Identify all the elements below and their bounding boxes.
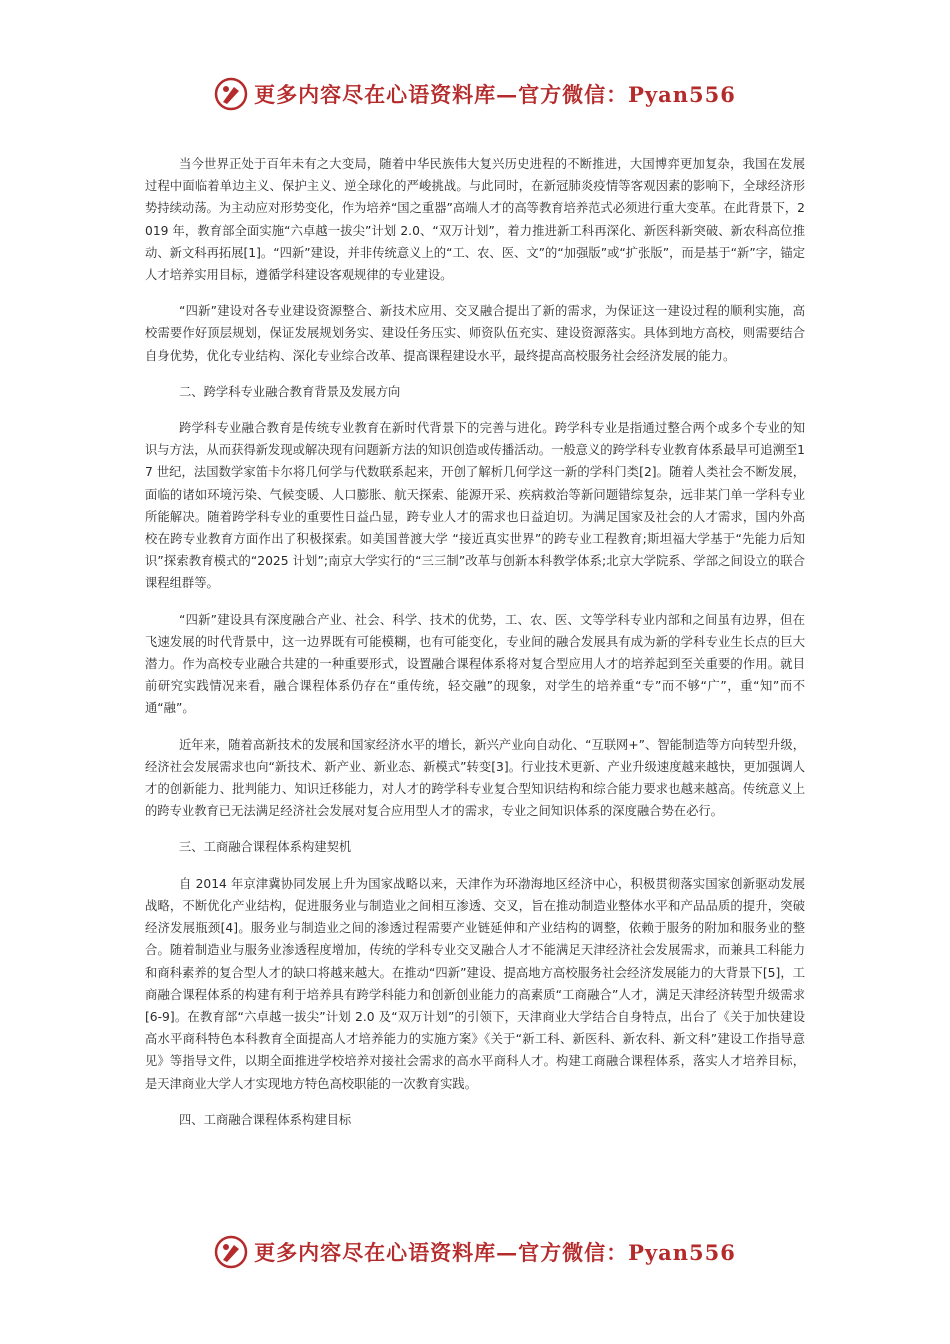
- document-body: [145, 153, 805, 1145]
- section-heading-4: 四、工商融合课程体系构建目标: [179, 1112, 352, 1127]
- banner-text: 更多内容尽在心语资料库—官方微信：Pyan556: [254, 82, 736, 107]
- paragraph-3: 跨学科专业融合教育是传统专业教育在新时代背景下的完善与进化。跨学科专业是指通过整合两个或多个专业的知识与方法，从而获得新发现或解决现有问题新方法的知识创造或传播活动。一般意义的跨学科专业教育体系最早可追溯至17 世纪，法国数学家笛卡尔将几何学与代数联系起来，开创了解析几何学这一新的学科门类[2]。随着人类社会不断发展，面临的诸如环境污染、气候变暖、人口膨胀、航天探索、能源开采、疾病救治等新问题错综复杂，远非某门单一学科专业所能解决。随着跨学科专业的重要性日益凸显，跨专业人才的需求也日益迫切。为满足国家及社会的人才需求，国内外高校在跨专业教育方面作出了积极探索。如美国普渡大学 “接近真实世界”的跨专业工程教育;斯坦福大学基于“先能力后知识”探索教育模式的“2025 计划”;南京大学实行的“三三制”改革与创新本科教学体系;北京大学院系、学部之间设立的联合课程组群等。: [145, 421, 805, 591]
- section-heading-2: 二、跨学科专业融合教育背景及发展方向: [179, 384, 401, 399]
- footer-banner: [0, 1232, 950, 1272]
- paragraph-4: “四新”建设具有深度融合产业、社会、科学、技术的优势，工、农、医、文等学科专业内部和之间虽有边界，但在飞速发展的时代背景中，这一边界既有可能模糊，也有可能变化，专业间的融合发展具有成为新的学科专业生长点的巨大潜力。作为高校专业融合共建的一种重要形式，设置融合课程体系将对复合型应用人才的培养起到至关重要的作用。就目前研究实践情况来看，融合课程体系仍存在“重传统，轻交融”的现象，对学生的培养重“专”而不够“广”，重“知”而不通“融”。: [145, 612, 805, 716]
- paragraph-5: 近年来，随着高新技术的发展和国家经济水平的增长，新兴产业向自动化、“互联网+”、智能制造等方向转型升级，经济社会发展需求也向“新技术、新产业、新业态、新模式”转变[3]。行业技术更新、产业升级速度越来越快，更加强调人才的创新能力、批判能力、知识迁移能力，对人才的跨学科专业复合型知识结构和综合能力要求也越来越高。传统意义上的跨专业教育已无法满足经济社会发展对复合应用型人才的需求，专业之间知识体系的深度融合势在必行。: [145, 737, 805, 819]
- paragraph-2: “四新”建设对各专业建设资源整合、新技术应用、交叉融合提出了新的需求，为保证这一建设过程的顺利实施，高校需要作好顶层规划，保证发展规划务实、建设任务压实、师资队伍充实、建设资源落实。具体到地方高校，则需要结合自身优势，优化专业结构、深化专业综合改革、提高课程建设水平，最终提高高校服务社会经济发展的能力。: [145, 304, 805, 363]
- paragraph-1: 当今世界正处于百年未有之大变局，随着中华民族伟大复兴历史进程的不断推进，大国博弈更加复杂，我国在发展过程中面临着单边主义、保护主义、逆全球化的严峻挑战。与此同时，在新冠肺炎疫情等客观因素的影响下，全球经济形势持续动荡。为主动应对形势变化，作为培养“国之重器”高端人才的高等教育培养范式必须进行重大变革。在此背景下，2019 年，教育部全面实施“六卓越一拔尖”计划 2.0、“双万计划”，着力推进新工科再深化、新医科新突破、新农科高位推动、新文科再拓展[1]。“四新”建设，并非传统意义上的“工、农、医、文”的“加强版”或“扩张版”，而是基于“新”字，锚定人才培养实用目标，遵循学科建设客观规律的专业建设。: [145, 157, 806, 283]
- pen-nib-logo-icon: [214, 77, 248, 111]
- pen-nib-logo-icon: [214, 1235, 248, 1269]
- paragraph-6: 自 2014 年京津冀协同发展上升为国家战略以来，天津作为环渤海地区经济中心，积极贯彻落实国家创新驱动发展战略，不断优化产业结构，促进服务业与制造业之间相互渗透、交叉，旨在推动制造业整体水平和产品品质的提升，突破经济发展瓶颈[4]。服务业与制造业之间的渗透过程需要产业链延伸和产业结构的调整，依赖于服务的附加和服务业的整合。随着制造业与服务业渗透程度增加，传统的学科专业交叉融合人才不能满足天津经济社会发展需求，而兼具工科能力和商科素养的复合型人才的缺口将越来越大。在推动“四新”建设、提高地方高校服务社会经济发展能力的大背景下[5]，工商融合课程体系的构建有利于培养具有跨学科能力和创新创业能力的高素质“工商融合”人才，满足天津经济转型升级需求[6-9]。在教育部“六卓越一拔尖”计划 2.0 及“双万计划”的引领下，天津商业大学结合自身特点，出台了《关于加快建设高水平商科特色本科教育全面提高人才培养能力的实施方案》《关于“新工科、新医科、新农科、新文科”建设工作指导意见》等指导文件，以期全面推进学校培养对接社会需求的高水平商科人才。构建工商融合课程体系，落实人才培养目标，是天津商业大学人才实现地方特色高校职能的一次教育实践。: [145, 876, 805, 1091]
- header-banner: [0, 74, 950, 114]
- banner-text-footer: 更多内容尽在心语资料库—官方微信：Pyan556: [254, 1240, 736, 1265]
- section-heading-3: 三、工商融合课程体系构建契机: [179, 840, 352, 855]
